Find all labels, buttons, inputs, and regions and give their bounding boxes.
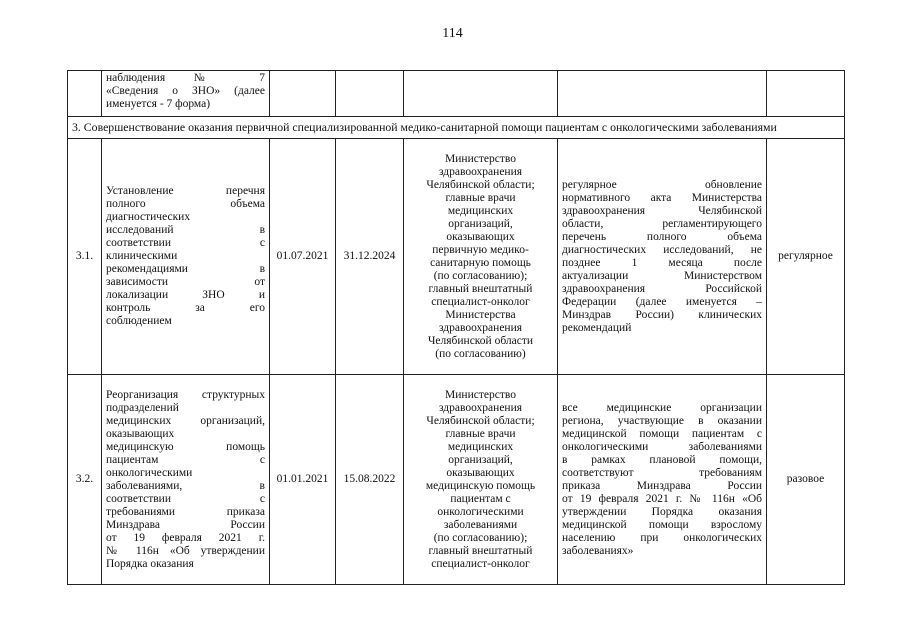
end-date: 15.08.2022 — [336, 375, 404, 585]
measure-type: регулярное — [767, 139, 845, 375]
text-line: медицинских — [447, 204, 514, 217]
measure-name-lines — [106, 389, 265, 571]
text-line: главный внештатный — [428, 544, 533, 557]
text-line: медицинской помощи взрослому — [562, 518, 762, 531]
text-line: населению при онкологических — [562, 531, 762, 544]
section-header-row — [68, 117, 845, 139]
continuation-lines — [106, 72, 265, 111]
text-line: организаций, — [448, 453, 513, 466]
text-line: главные врачи — [445, 191, 516, 204]
text-line: Министерство — [445, 152, 516, 165]
text-line: онкологическими заболеваниями — [562, 440, 762, 453]
text-line: здравоохранения Челябинской — [562, 204, 762, 217]
text-line: заболеваниями, в — [106, 479, 265, 492]
text-line: требованиями приказа — [106, 505, 265, 518]
measures-table — [67, 70, 845, 585]
text-line: медицинской помощи пациентам с — [562, 427, 762, 440]
measure-name-lines — [106, 185, 265, 328]
text-line: все медицинские организации — [562, 401, 762, 414]
text-line: приказа Минздрава России — [562, 479, 762, 492]
text-line: Установление перечня — [106, 185, 265, 197]
cell-empty — [767, 71, 845, 117]
text-line: регулярное обновление — [562, 178, 762, 191]
text-line: (по согласованию) — [435, 347, 526, 360]
text-line: оказывающих — [106, 427, 175, 440]
text-line: Министерство — [445, 388, 516, 401]
text-line: полного объема — [106, 198, 265, 210]
text-line: медицинскую помощь — [106, 440, 265, 453]
text-line: диагностических исследований, не — [562, 243, 762, 256]
text-line: от 19 февраля 2021 г. № 116н «Об — [562, 492, 762, 505]
text-line: Минздрава России — [106, 518, 265, 531]
text-line: именуется - 7 форма) — [106, 98, 211, 110]
text-line: соблюдением — [106, 315, 172, 327]
text-line: заболеваниях» — [562, 544, 634, 557]
text-line: в рамках плановой помощи, — [562, 453, 762, 466]
text-line: санитарную помощь — [430, 256, 531, 269]
table-row — [68, 375, 845, 585]
text-line: соответствии с — [106, 492, 265, 505]
text-line: Министерства — [445, 308, 516, 321]
cell-empty — [270, 71, 336, 117]
text-line: специалист-онколог — [431, 557, 530, 570]
cell-empty — [404, 71, 558, 117]
table-row-continuation — [68, 71, 845, 117]
text-line: № 116н «Об утверждении — [106, 544, 265, 557]
page-number: 114 — [442, 26, 463, 41]
text-line: оказывающих — [446, 230, 515, 243]
measure-name — [102, 375, 270, 585]
text-line: соответствуют требованиям — [562, 466, 762, 479]
text-line: зависимости от — [106, 276, 265, 288]
text-line: оказывающих — [446, 466, 515, 479]
measure-name — [102, 139, 270, 375]
cell-empty — [336, 71, 404, 117]
text-line: Челябинской области; — [426, 178, 535, 191]
text-line: пациентам с — [450, 492, 511, 505]
text-line: позднее 1 месяца после — [562, 256, 762, 269]
text-line: главный внештатный — [428, 282, 533, 295]
text-line: главные врачи — [445, 427, 516, 440]
text-line: онкологическими — [437, 505, 524, 518]
text-line: медицинских организаций, — [106, 414, 265, 427]
row-number: 3.2. — [68, 375, 102, 585]
text-line: диагностических — [106, 211, 191, 223]
text-line: (по согласованию); — [433, 269, 528, 282]
text-line: исследований в — [106, 224, 265, 236]
cell-empty — [558, 71, 767, 117]
text-line: медицинских — [447, 440, 514, 453]
text-line: (по согласованию); — [433, 531, 528, 544]
measure-type: разовое — [767, 375, 845, 585]
text-line: актуализации Министерством — [562, 269, 762, 282]
text-line: контроль за его — [106, 302, 265, 314]
text-line: «Сведения о ЗНО» (далее — [106, 85, 265, 97]
text-line: здравоохранения — [438, 321, 523, 334]
expected-result-lines — [562, 179, 762, 335]
text-line: области, регламентирующего — [562, 217, 762, 230]
text-line: клиническими — [106, 250, 178, 262]
text-line: соответствии с — [106, 237, 265, 249]
text-line: здравоохранения — [438, 401, 523, 414]
text-line: первичную медико- — [432, 243, 529, 256]
text-line: перечень полного объема — [562, 230, 762, 243]
text-line: пациентам с — [106, 453, 265, 466]
text-line: здравоохранения — [438, 165, 523, 178]
text-line: от 19 февраля 2021 г. — [106, 531, 265, 544]
text-line: медицинскую помощь — [425, 479, 536, 492]
executors-lines — [408, 153, 553, 361]
text-line: наблюдения № 7 — [106, 72, 265, 84]
text-line: Порядка оказания — [106, 557, 194, 570]
text-line: рекомендациями в — [106, 263, 265, 275]
end-date: 31.12.2024 — [336, 139, 404, 375]
start-date: 01.07.2021 — [270, 139, 336, 375]
text-line: онкологическими — [106, 466, 193, 479]
cell-continuation-text — [102, 71, 270, 117]
text-line: организаций, — [448, 217, 513, 230]
text-line: Реорганизация структурных — [106, 388, 265, 401]
executors-lines — [408, 389, 553, 571]
text-line: локализации ЗНО и — [106, 289, 265, 301]
expected-result — [558, 375, 767, 585]
cell-num-empty — [68, 71, 102, 117]
text-line: заболеваниями — [443, 518, 518, 531]
text-line: нормативного акта Министерства — [562, 191, 762, 204]
executors — [404, 139, 558, 375]
text-line: Челябинской области — [427, 334, 534, 347]
text-line: специалист-онколог — [431, 295, 530, 308]
text-line: здравоохранения Российской — [562, 282, 762, 295]
text-line: Челябинской области; — [426, 414, 535, 427]
start-date: 01.01.2021 — [270, 375, 336, 585]
table-row — [68, 139, 845, 375]
expected-result — [558, 139, 767, 375]
text-line: подразделений — [106, 401, 179, 414]
text-line: Федерации (далее именуется – — [562, 295, 762, 308]
row-number: 3.1. — [68, 139, 102, 375]
executors — [404, 375, 558, 585]
text-line: утверждении Порядка оказания — [562, 505, 762, 518]
text-line: рекомендаций — [562, 321, 632, 334]
expected-result-lines — [562, 402, 762, 558]
section-header: 3. Совершенствование оказания первичной специализированной медико-санитарной помощи пациентам с онкологическими заболеваниями — [68, 117, 845, 139]
text-line: Минздрав России) клинических — [562, 308, 762, 321]
text-line: региона, участвующие в оказании — [562, 414, 762, 427]
